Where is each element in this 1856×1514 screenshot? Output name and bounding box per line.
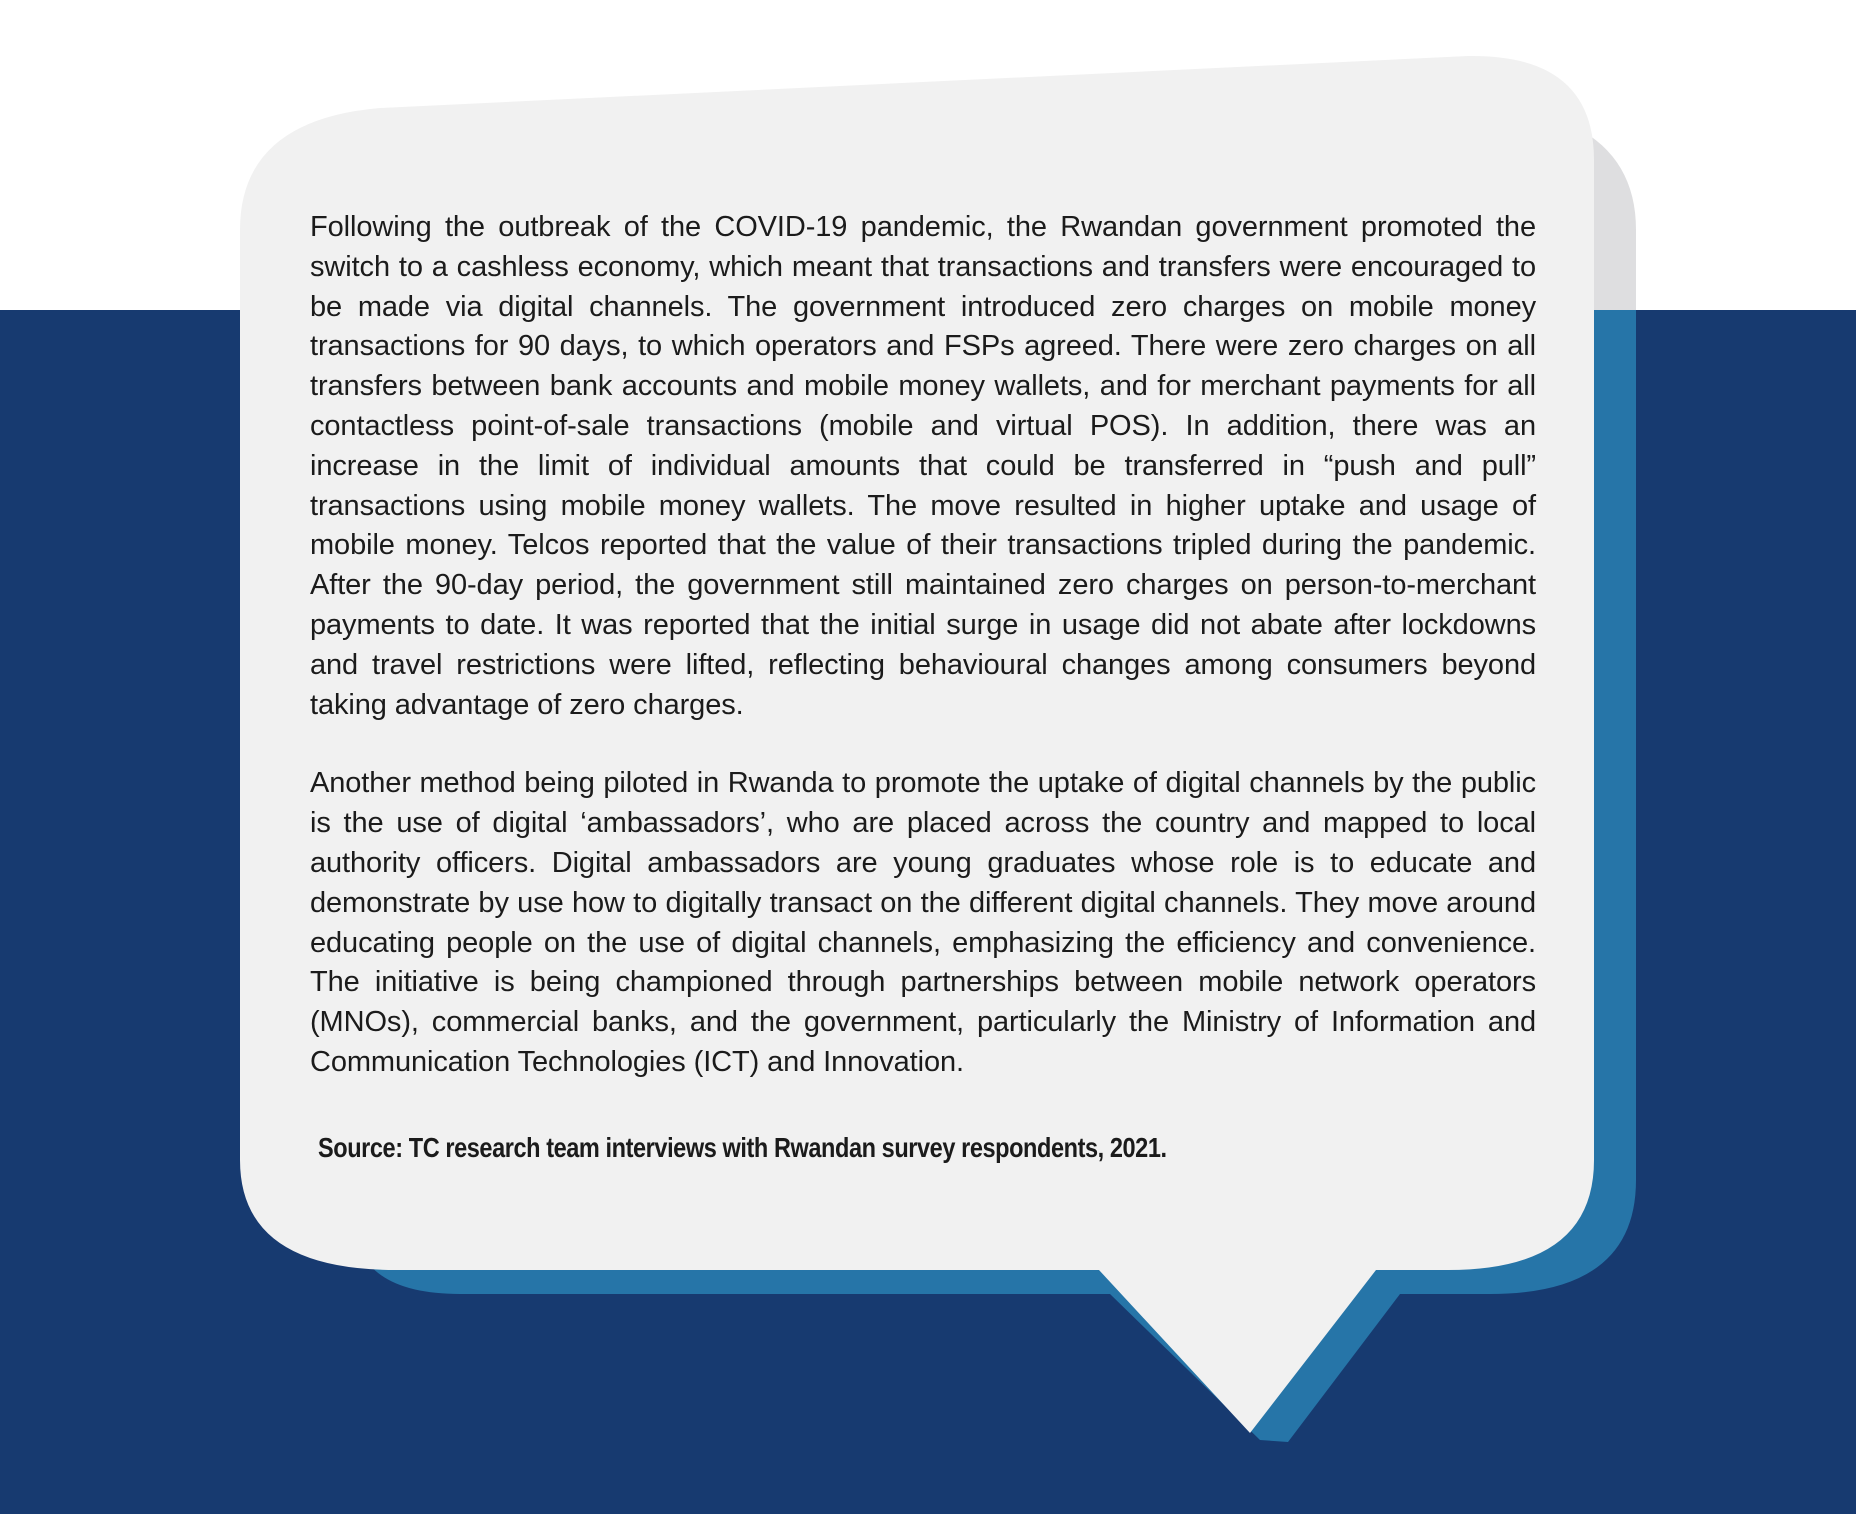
- callout-paragraph-1: Following the outbreak of the COVID-19 pandemic, the Rwandan government promoted the switch to a cashless economy, which meant that transactions and transfers were encouraged to be made via digital channels. The government introduced zero charges on mobile money transactions for 90 days, to which operators and FSPs agreed. There were zero charges on all transfers between bank accounts and mobile money wallets, and for merchant payments for all contactless point-of-sale transactions (mobile and virtual POS). In addition, there was an increase in the limit of individual amounts that could be transferred in “push and pull” transactions using mobile money wallets. The move resulted in higher uptake and usage of mobile money. Telcos reported that the value of their transactions tripled during the pandemic. After the 90-day period, the government still maintained zero charges on person-to-merchant payments to date. It was reported that the initial surge in usage did not abate after lockdowns and travel restrictions were lifted, reflecting behavioural changes among consumers beyond taking advantage of zero charges.: [310, 211, 1536, 721]
- source-citation: Source: TC research team interviews with Rwandan survey respondents, 2021.: [318, 1131, 1167, 1163]
- callout-paragraph-2: Another method being piloted in Rwanda to promote the uptake of digital channels by the public is the use of digital ‘ambassadors’, who are placed across the country and mapped to local authority officers. Digital ambassadors are young graduates whose role is to educate and demonstrate by use how to digitally transact on the different digital channels. They move around educating people on the use of digital channels, emphasizing the efficiency and convenience. The initiative is being championed through partnerships between mobile network operators (MNOs), commercial banks, and the government, particularly the Ministry of Information and Communication Technologies (ICT) and Innovation.: [310, 767, 1536, 1078]
- callout-text-block: [310, 208, 1536, 1166]
